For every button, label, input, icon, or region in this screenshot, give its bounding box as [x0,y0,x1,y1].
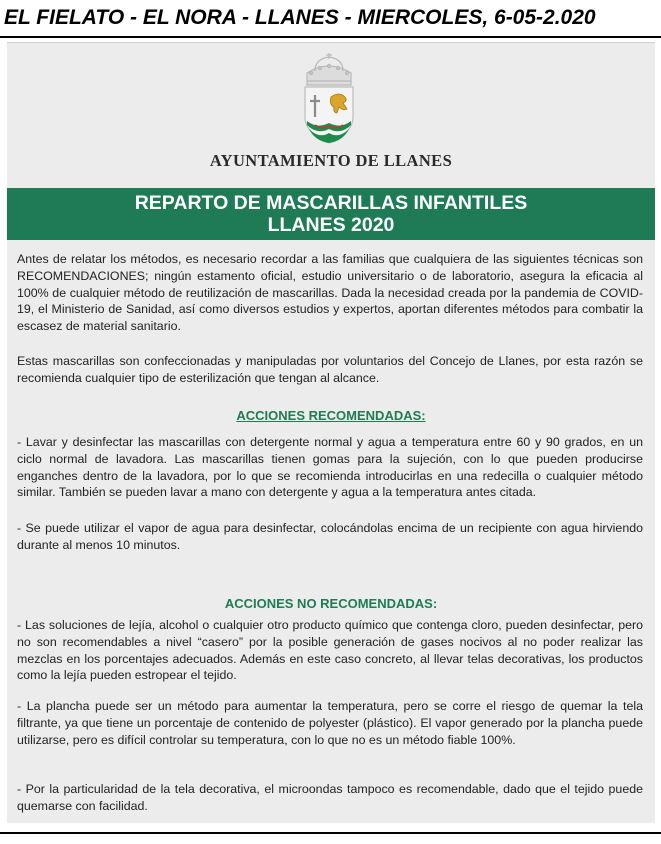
recommended-paragraph-2: - Se puede utilizar el vapor de agua para desinfectar, colocándolas encima de un recipiente con agua hirviendo durante al menos 10 minutos. [17,521,643,552]
title-band [7,188,655,240]
recommended-paragraph-1: - Lavar y desinfectar las mascarillas con detergente normal y agua a temperatura entre 60 y 90 grados, en un ciclo normal de lavadora. Las mascarillas tienen gomas para la sujeción, con lo que pueden producirse enganches dentro de la lavadora, por lo que se recomienda introducirlas en una redecilla o cualquier método similar. También se pueden lavar a mano con detergente y agua a la temperatura antes citada. [17,435,643,500]
not-recommended-paragraph-3: - Por la particularidad de la tela decorativa, el microondas tampoco es recomendable, dado que el tejido puede quemarse con facilidad. [17,782,643,813]
intro-paragraph-2: Estas mascarillas son confeccionadas y manipuladas por voluntarios del Concejo de Llanes, por esta razón se recomienda cualquier tipo de esterilización que tengan al alcance. [17,354,643,385]
not-recommended-paragraph-1: - Las soluciones de lejía, alcohol o cualquier otro producto químico que contenga cloro, pueden desinfectar, pero no son recomendables a nivel “casero” por la posible generación de gases nocivos al no poder realizar las mezclas en los porcentajes adecuados. Además en este caso concreto, al llevar telas decorativas, los productos como la lejía pueden estropear el tejido. [17,618,643,683]
header-rule [0,36,661,38]
newspaper-header: EL FIELATO - EL NORA - LLANES - MIERCOLES, 6-05-2.020 [4,6,596,29]
not-recommended-paragraph-2: - La plancha puede ser un método para aumentar la temperatura, pero se corre el riesgo de quemar la tela filtrante, ya que tiene un porcentaje de contenido de polyester (plástico). El vapor generado por la plancha puede utilizarse, pero es difícil controlar su temperatura, con lo que no es un método fiable 100%. [17,699,643,747]
recommended-heading: ACCIONES RECOMENDADAS: [236,408,426,423]
coat-of-arms-icon [293,51,365,151]
organization-name: AYUNTAMIENTO DE LLANES [209,151,453,170]
intro-paragraph-1: Antes de relatar los métodos, es necesario recordar a las familias que cualquiera de las siguientes técnicas son RECOMENDACIONES; ningún estamento oficial, estudio universitario o de laboratorio, asegura la eficacia al 100% de cualquier método de reutilización de mascarillas. Dada la necesidad creada por la pandemia de COVID-19, el Ministerio de Sanidad, así como diversos estudios y expertos, aportan diferentes métodos para combatir la escasez de material sanitario. [17,252,643,334]
not-recommended-heading: ACCIONES NO RECOMENDADAS: [224,596,438,611]
document-title-line2: LLANES 2020 [267,214,395,236]
announcement-panel [7,42,655,823]
footer-rule [0,832,661,834]
document-title-line1: REPARTO DE MASCARILLAS INFANTILES [134,192,528,214]
